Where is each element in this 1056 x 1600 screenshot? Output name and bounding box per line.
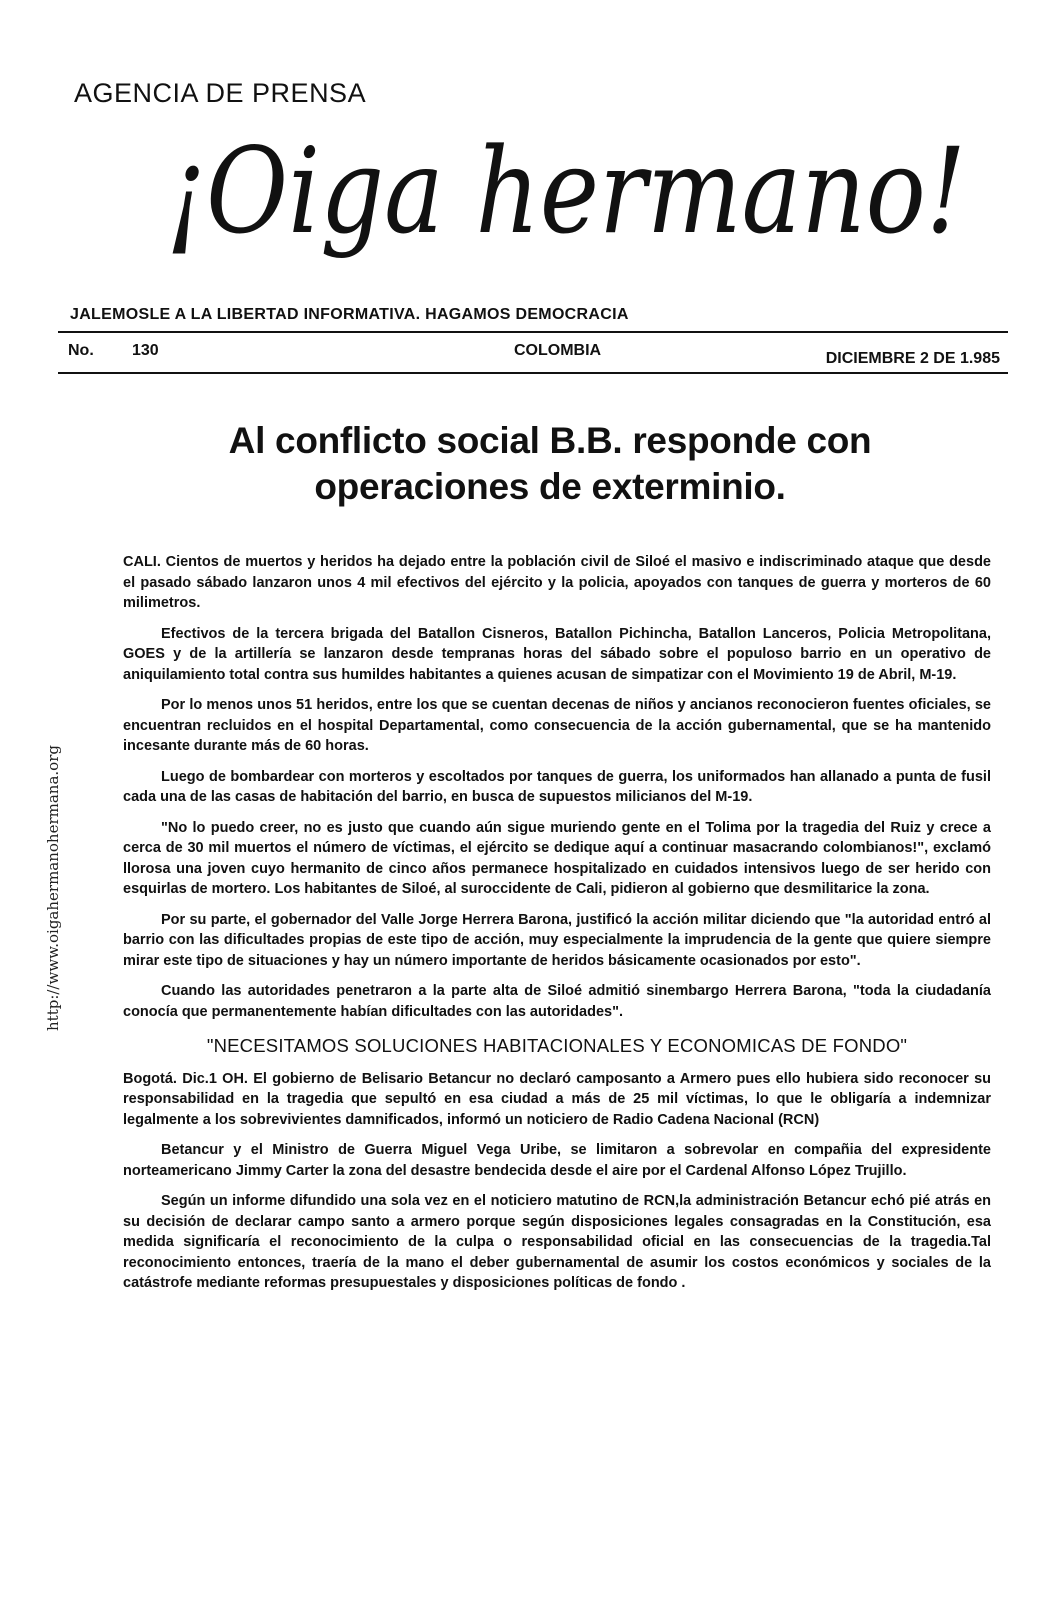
issue-date: DICIEMBRE 2 DE 1.985	[825, 350, 1000, 367]
bottom-divider	[58, 372, 1008, 374]
article-paragraph-10: Según un informe difundido una sola vez en el noticiero matutino de RCN,la administración Betancur echó pié atrás en su decisión de declarar campo santo a armero porque según disposiciones legales consagradas en la Constitución, esa medida significaría el reconocimiento de la culpa o responsabilidad oficial en las consecuencias de la tragedia.Tal reconocimiento entonces, traería de la mano el deber gubernamental de asumir los costos económicos y sociales de la catástrofe mediante reformas presupuestales y disposiciones políticas de fondo .	[123, 1193, 991, 1291]
article-paragraph-8: Bogotá. Dic.1 OH. El gobierno de Belisario Betancur no declaró camposanto a Armero pues ello hubiera sido reconocer su responsabilidad en la tragedia que sepultó en esa ciudad a más de 25 mil víctimas, lo que le obligaría a indemnizar legalmente a los sobrevivientes damnificados, informó un noticiero de Radio Cadena Nacional (RCN)	[123, 1070, 991, 1128]
masthead-title: ¡Oiga hermano!	[166, 122, 966, 260]
article-paragraph-7: Cuando las autoridades penetraron a la parte alta de Siloé admitió sinembargo Herrera Barona, "toda la ciudadanía conocía que permanentemente habían dificultades con las autoridades".	[123, 983, 991, 1020]
article-paragraph-9: Betancur y el Ministro de Guerra Miguel Vega Uribe, se limitaron a sobrevolar en compañia del expresidente norteamericano Jimmy Carter la zona del desastre bendecida desde el aire por el Cardenal Alfonso López Trujillo.	[123, 1142, 991, 1179]
article-paragraph-6: Por su parte, el gobernador del Valle Jorge Herrera Barona, justificó la acción militar diciendo que "la autoridad entró al barrio con las dificultades propias de este tipo de acción, muy especialmente la imprudencia de la gente que quiere siempre mirar este tipo de situaciones y hay un número importante de heridos básicamente ocasionados por esto".	[123, 911, 991, 969]
article-paragraph-3: Por lo menos unos 51 heridos, entre los que se cuentan decenas de niños y ancianos reconocieron fuentes oficiales, se encuentran recluidos en el hospital Departamental, como consecuencia de la acción gubernamental, que se ha mantenido incesante durante más de 60 horas.	[123, 697, 991, 754]
article-body	[123, 552, 991, 1304]
agency-name: AGENCIA DE PRENSA	[74, 78, 367, 108]
masthead-logo	[166, 112, 986, 302]
slogan: JALEMOSLE A LA LIBERTAD INFORMATIVA. HAGAMOS DEMOCRACIA	[70, 306, 629, 323]
masthead-logo-graphic	[166, 112, 986, 302]
issue-number: 130	[132, 342, 159, 359]
issue-label: No.	[68, 342, 94, 359]
article-paragraph-5: "No lo puedo creer, no es justo que cuando aún sigue muriendo gente en el Tolima por la tragedia del Ruiz y crece a cerca de 30 mil muertos el número de víctimas, el ejército se dedique aquí a continuar masacrando colombianos!", exclamó llorosa una joven cuyo hermanito de cinco años permanece hospitalizado en cuidados intensivos luego de ser herido con esquirlas de mortero. Los habitantes de Siloé, al suroccidente de Cali, pidieron al gobierno que desmilitarice la zona.	[123, 819, 991, 897]
article-paragraph-2: Efectivos de la tercera brigada del Batallon Cisneros, Batallon Pichincha, Batallon Lanceros, Policia Metropolitana, GOES y de la artillería se lanzaron desde tempranas horas del sábado sobre el populoso barrio en un operativo de aniquilamiento total contra sus humildes habitantes a quienes acusan de simpatizar con el Movimiento 19 de Abril, M-19.	[123, 625, 991, 683]
top-divider	[58, 331, 1008, 333]
headline: Al conflicto social B.B. responde con operaciones de exterminio.	[228, 420, 872, 507]
side-url: http://www.oigahermanohermana.org	[44, 745, 62, 1031]
issue-info-row	[58, 340, 1008, 366]
article-paragraph-4: Luego de bombardear con morteros y escoltados por tanques de guerra, los uniformados han allanado a punta de fusil cada una de las casas de habitación del barrio, en busca de supuestos milicianos del M-19.	[123, 768, 991, 805]
country: COLOMBIA	[514, 342, 602, 359]
article-subheading: "NECESITAMOS SOLUCIONES HABITACIONALES Y ECONOMICAS DE FONDO"	[206, 1035, 908, 1056]
article-paragraph-1: CALI. Cientos de muertos y heridos ha dejado entre la población civil de Siloé el masivo e indiscriminado ataque que desde el pasado sábado lanzaron unos 4 mil efectivos del ejército y la policia, apoyados con tanques de guerra y morteros de 60 milimetros.	[123, 554, 991, 611]
